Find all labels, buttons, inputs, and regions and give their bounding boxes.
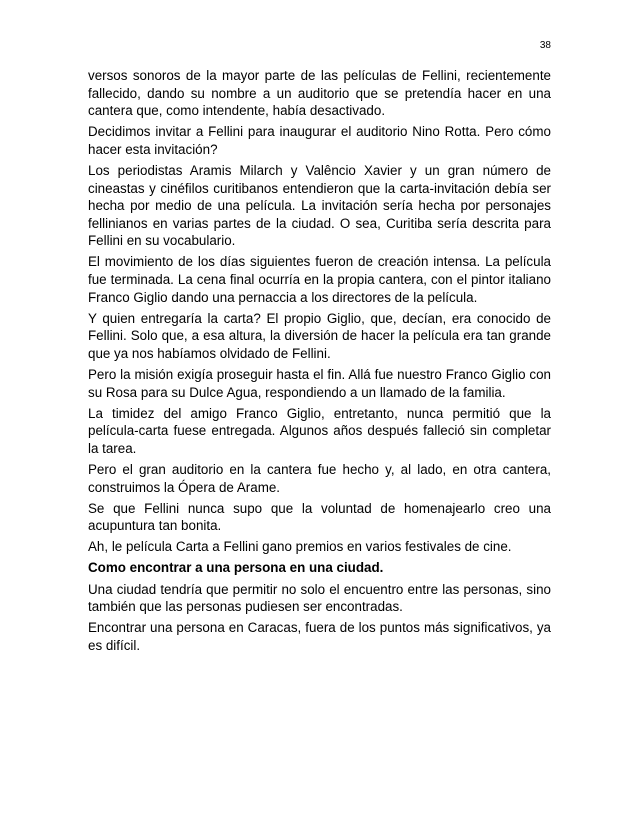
- paragraph: Los periodistas Aramis Milarch y Valêncio Xavier y un gran número de cineastas y cinéfilos curitibanos entendieron que la carta-invitación debía ser hecha por medio de una película. La invitación sería hecha por personajes fellinianos en varias partes de la ciudad. O sea, Curitiba sería descrita para Fellini en su vocabulario.: [88, 162, 551, 249]
- paragraph: versos sonoros de la mayor parte de las películas de Fellini, recientemente fallecido, dando su nombre a un auditorio que se pretendía hacer en una cantera que, como intendente, había desactivado.: [88, 68, 551, 119]
- paragraph: Pero la misión exigía proseguir hasta el fin. Allá fue nuestro Franco Giglio con su Rosa para su Dulce Agua, respondiendo a un llamado de la familia.: [88, 367, 551, 400]
- paragraph: Se que Fellini nunca supo que la voluntad de homenajearlo creo una acupuntura tan bonita.: [88, 500, 551, 534]
- paragraph: La timidez del amigo Franco Giglio, entretanto, nunca permitió que la película-carta fuese entregada. Algunos años después falleció sin completar la tarea.: [88, 405, 551, 456]
- paragraph: Decidimos invitar a Fellini para inaugurar el auditorio Nino Rotta. Pero cómo hacer esta invitación?: [88, 124, 551, 157]
- page-number: 38: [539, 40, 551, 51]
- paragraph: Pero el gran auditorio en la cantera fue hecho y, al lado, en otra cantera, construimos la Ópera de Arame.: [88, 461, 551, 495]
- paragraph: El movimiento de los días siguientes fueron de creación intensa. La película fue terminada. La cena final ocurría en la propia cantera, con el pintor italiano Franco Giglio dando una pernaccia a los directores de la película.: [88, 254, 551, 305]
- paragraph: Encontrar una persona en Caracas, fuera de los puntos más significativos, ya es difícil.: [88, 620, 551, 653]
- paragraph: Una ciudad tendría que permitir no solo el encuentro entre las personas, sino también que las personas pudiesen ser encontradas.: [88, 581, 551, 615]
- paragraph: Y quien entregaría la carta? El propio Giglio, que, decían, era conocido de Fellini. Solo que, a esa altura, la diversión de hacer la película era tan grande que ya nos habíamos olvidado de Fellini.: [88, 310, 551, 361]
- paragraph: Ah, le película Carta a Fellini gano premios en varios festivales de cine.: [88, 539, 512, 555]
- section-heading: Como encontrar a una persona en una ciudad.: [88, 560, 384, 576]
- page-body: [88, 67, 551, 658]
